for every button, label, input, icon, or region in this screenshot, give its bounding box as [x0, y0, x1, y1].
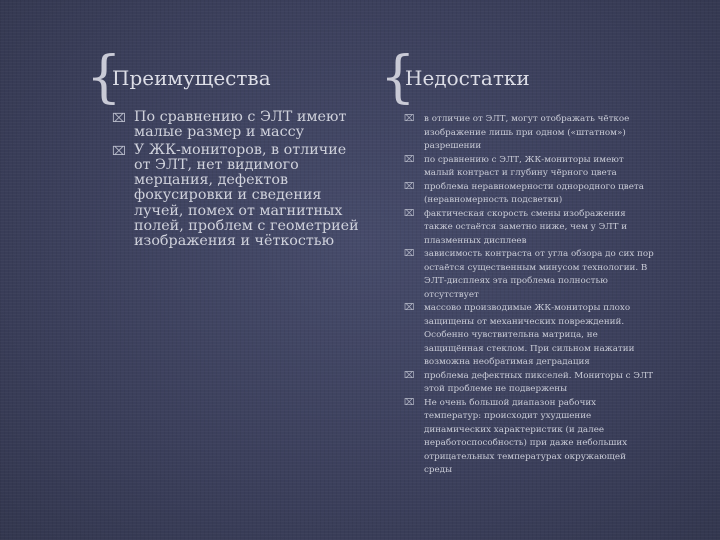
checkbox-bullet-icon: ⌧ — [112, 111, 126, 125]
disadvantage-text: проблема дефектных пикселей. Мониторы с ЭЛТ этой проблеме не подвержены — [424, 370, 654, 394]
disadvantage-item-2 — [404, 154, 654, 181]
advantage-text: По сравнению с ЭЛТ имеют малые размер и массу — [134, 109, 347, 141]
disadvantage-text: в отличие от ЭЛТ, могут отображать чёткое изображение лишь при одном («штатном») разрешении — [424, 114, 630, 151]
checkbox-bullet-icon: ⌧ — [112, 143, 126, 158]
checkbox-bullet-icon: ⌧ — [404, 370, 415, 381]
disadvantages-heading: Недостатки — [405, 66, 530, 90]
disadvantage-text: массово производимые ЖК-мониторы плохо защищены от механических повреждений. Особенно чувствительна матрица, не защищённая стеклом. При сильном нажатии возможна необратимая деградация — [424, 303, 635, 367]
checkbox-bullet-icon: ⌧ — [404, 181, 415, 192]
advantage-text: У ЖК-мониторов, в отличие от ЭЛТ, нет видимого мерцания, дефектов фокусировки и сведения лучей, помех от магнитных полей, проблем с геометрией изображения и чёткостью — [134, 141, 359, 250]
disadvantage-item-1 — [404, 113, 654, 154]
advantages-list — [112, 110, 362, 252]
left-brace-decoration: { — [86, 45, 122, 110]
checkbox-bullet-icon: ⌧ — [404, 303, 415, 313]
disadvantage-item-8 — [404, 397, 654, 478]
disadvantage-item-5 — [404, 248, 654, 302]
checkbox-bullet-icon: ⌧ — [404, 154, 415, 165]
checkbox-bullet-icon: ⌧ — [404, 249, 415, 259]
disadvantage-text: фактическая скорость смены изображения также остаётся заметно ниже, чем у ЭЛТ и плазменных дисплеев — [424, 208, 628, 246]
advantage-item-1 — [112, 110, 362, 141]
checkbox-bullet-icon: ⌧ — [404, 397, 415, 408]
disadvantage-text: Не очень большой диапазон рабочих температур: происходит ухудшение динамических характеристик (и далее неработоспособность) при даже небольших отрицательных температурах окружающей среды — [424, 397, 628, 475]
disadvantages-list — [404, 113, 654, 478]
disadvantage-text: проблема неравномерности однородного цвета (неравномерность подсветки) — [424, 181, 644, 205]
advantages-heading: Преимущества — [112, 66, 271, 90]
right-brace-decoration: { — [380, 45, 416, 110]
checkbox-bullet-icon: ⌧ — [404, 114, 415, 124]
disadvantage-item-4 — [404, 208, 654, 249]
advantage-item-2 — [112, 143, 362, 250]
disadvantage-item-7 — [404, 370, 654, 397]
disadvantage-text: по сравнению с ЭЛТ, ЖК-мониторы имеют малый контраст и глубину чёрного цвета — [424, 154, 624, 178]
disadvantage-item-6 — [404, 302, 654, 370]
checkbox-bullet-icon: ⌧ — [404, 208, 415, 219]
disadvantage-text: зависимость контраста от угла обзора до сих пор остаётся существенным минусом технологии. В ЭЛТ-дисплеях эта проблема полностью отсутствует — [424, 249, 654, 300]
disadvantage-item-3 — [404, 181, 654, 208]
